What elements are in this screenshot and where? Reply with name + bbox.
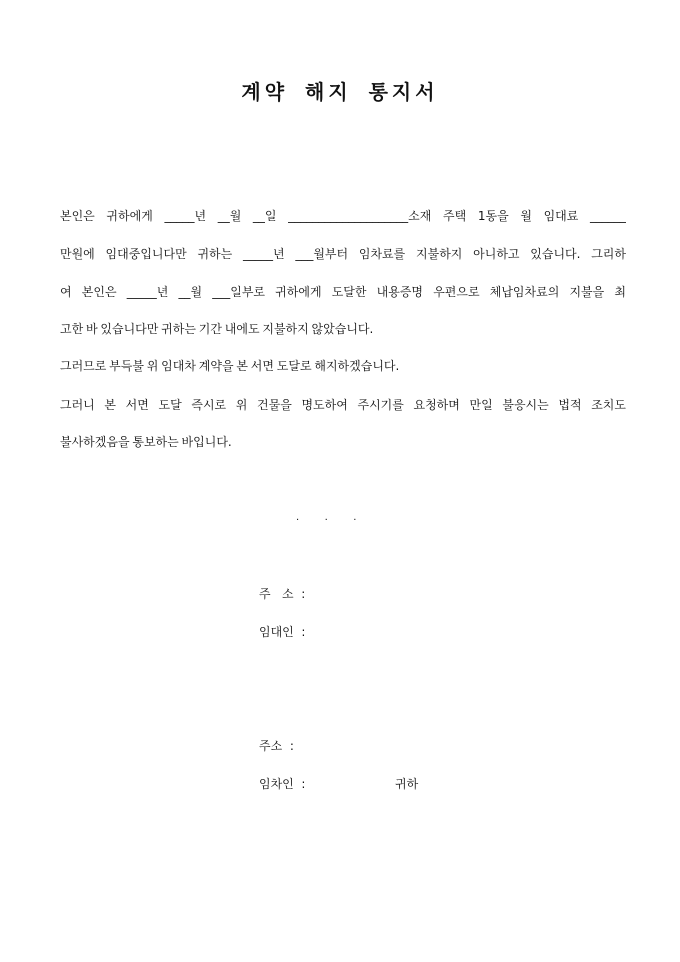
body-line-5: 그러므로 부득불 위 임대차 계약을 본 서면 도달로 해지하겠습니다. <box>60 359 400 373</box>
document-title: 계약 해지 통지서 <box>241 80 439 104</box>
date-placeholder: . . . <box>296 512 357 523</box>
body-line-6: 그러니 본 서면 도달 즉시로 위 건물을 명도하여 주시기를 요청하며 만일 불응시는 법적 조치도 <box>60 398 626 412</box>
recipient-name-label: 임차인 : <box>259 777 306 791</box>
sender-address-label: 주 소 : <box>259 587 306 601</box>
body-line-3: 여 본인은 _____년 __월 ___일부로 귀하에게 도달한 내용증명 우편으로 체납임차료의 지불을 최 <box>60 285 626 299</box>
body-line-1: 본인은 귀하에게 _____년 __월 __일 ____________________소재 주택 1동을 월 임대료 ______ <box>60 209 626 223</box>
recipient-address-label: 주소 : <box>259 739 294 753</box>
body-line-2: 만원에 임대중입니다만 귀하는 _____년 ___월부터 임차료를 지불하지 아니하고 있습니다. 그리하 <box>60 247 626 261</box>
sender-name-label: 임대인 : <box>259 625 306 639</box>
recipient-honorific: 귀하 <box>395 777 419 791</box>
body-line-4: 고한 바 있습니다만 귀하는 기간 내에도 지불하지 않았습니다. <box>60 322 374 336</box>
body-line-7: 불사하겠음을 통보하는 바입니다. <box>60 435 232 449</box>
